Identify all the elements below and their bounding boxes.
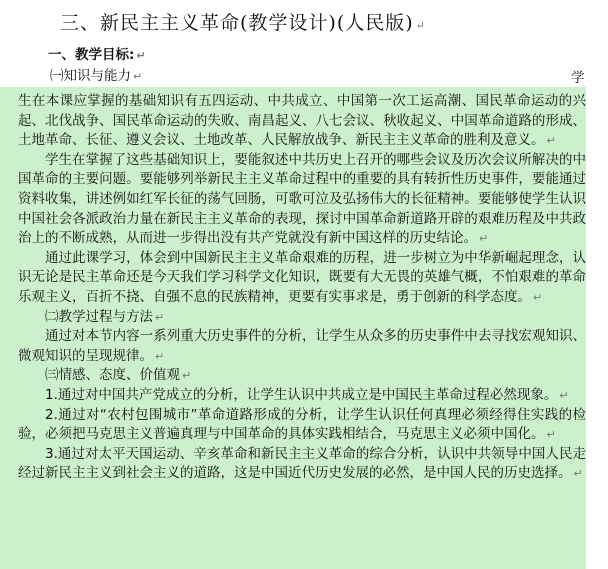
subheading-knowledge xyxy=(50,64,142,84)
document-body xyxy=(18,92,586,484)
paragraph-mark-icon: ↵ xyxy=(155,349,165,363)
page-title xyxy=(60,8,426,35)
subheading-emotion: ㈢情感、态度、价值观 ↵ xyxy=(45,367,192,384)
paragraph-mark-icon: ↵ xyxy=(155,310,165,324)
paragraph-3: 通过此课学习，体会到中国新民主主义革命艰难的历程，进一步树立为中华新崛起理念，认识无论是民主革命还是今天我们学习科学文化知识，既要有大无畏的英雄气概，不怕艰难的革命乐观主义，百折不挠、自强不息的民族精神，更要有实事求是，勇于创新的科学态度。 ↵ xyxy=(18,249,586,305)
paragraph-2: 学生在掌握了这些基础知识上，要能叙述中共历史上召开的哪些会议及历次会议所解决的中国革命的主要问题。要能够列举新民主主义革命过程中的重要的具有转折性历史事件，要能通过资料收集，讲述例如红军长征的荡气回肠，可歌可泣及弘扬伟大的长征精神。要能够使学生认识中国社会各派政治力量在新民主主义革命的表现，探讨中国革命新道路开辟的艰难历程及中共政治上的不断成熟，从而进一步得出没有共产党就没有新中国这样的历史结论。 ↵ xyxy=(18,151,586,247)
paragraph-mark-icon: ↵ xyxy=(573,467,583,481)
paragraph-mark-icon: ↵ xyxy=(546,134,556,148)
subheading-process: ㈡教学过程与方法 ↵ xyxy=(45,308,165,325)
list-item-3: 3.通过对太平天国运动、辛亥革命和新民主主义革命的综合分析，认识中共领导中国人民走经过新民主主义到社会主义的道路，这是中国近代历史发展的必然，是中国人民的历史选择。 ↵ xyxy=(18,445,586,482)
paragraph-mark-icon: ↵ xyxy=(182,369,192,383)
right-margin xyxy=(586,87,608,569)
list-item-2: 2.通过对“农村包围城市”革命道路形成的分析，让学生认识任何真理必须经得住实践的检验，必须把马克思主义普遍真理与中国革命的具体实践相结合，马克思主义必须中国化。 ↵ xyxy=(18,406,586,443)
paragraph-mark-icon: ↵ xyxy=(546,428,556,442)
list-item-1: 1.通过对中国共产党成立的分析，让学生认识中共成立是中国民主革命过程必然现象。 ↵ xyxy=(45,386,569,403)
paragraph-mark-icon: ↵ xyxy=(559,388,569,402)
paragraph-1: 生在本课应掌握的基础知识有五四运动、中共成立、中国第一次工运高潮、国民革命运动的兴起、北伐战争、国民革命运动的失败、南昌起义、八七会议、秋收起义、中国革命道路的形成、土地革命、长征、遵义会议、土地改革、人民解放战争、新民主主义革命的胜利及意义。 ↵ xyxy=(18,93,586,149)
subheading-knowledge-text: ㈠知识与能力 xyxy=(50,68,131,84)
paragraph-mark-icon: ↵ xyxy=(415,19,426,32)
paragraph-mark-icon: ↵ xyxy=(479,232,489,246)
section-heading-text: 一、教学目标: xyxy=(48,47,135,63)
paragraph-mark-icon: ↵ xyxy=(136,49,146,62)
paragraph-mark-icon: ↵ xyxy=(533,290,543,304)
page-title-text: 三、新民主主义革命(教学设计)(人民版) xyxy=(60,12,414,34)
carry-character: 学 xyxy=(571,70,585,86)
paragraph-4: 通过对本节内容一系列重大历史事件的分析，让学生从众多的历史事件中去寻找宏观知识、微观知识的呈现规律。 ↵ xyxy=(18,328,586,364)
paragraph-mark-icon: ↵ xyxy=(133,70,143,83)
section-heading xyxy=(48,43,146,63)
